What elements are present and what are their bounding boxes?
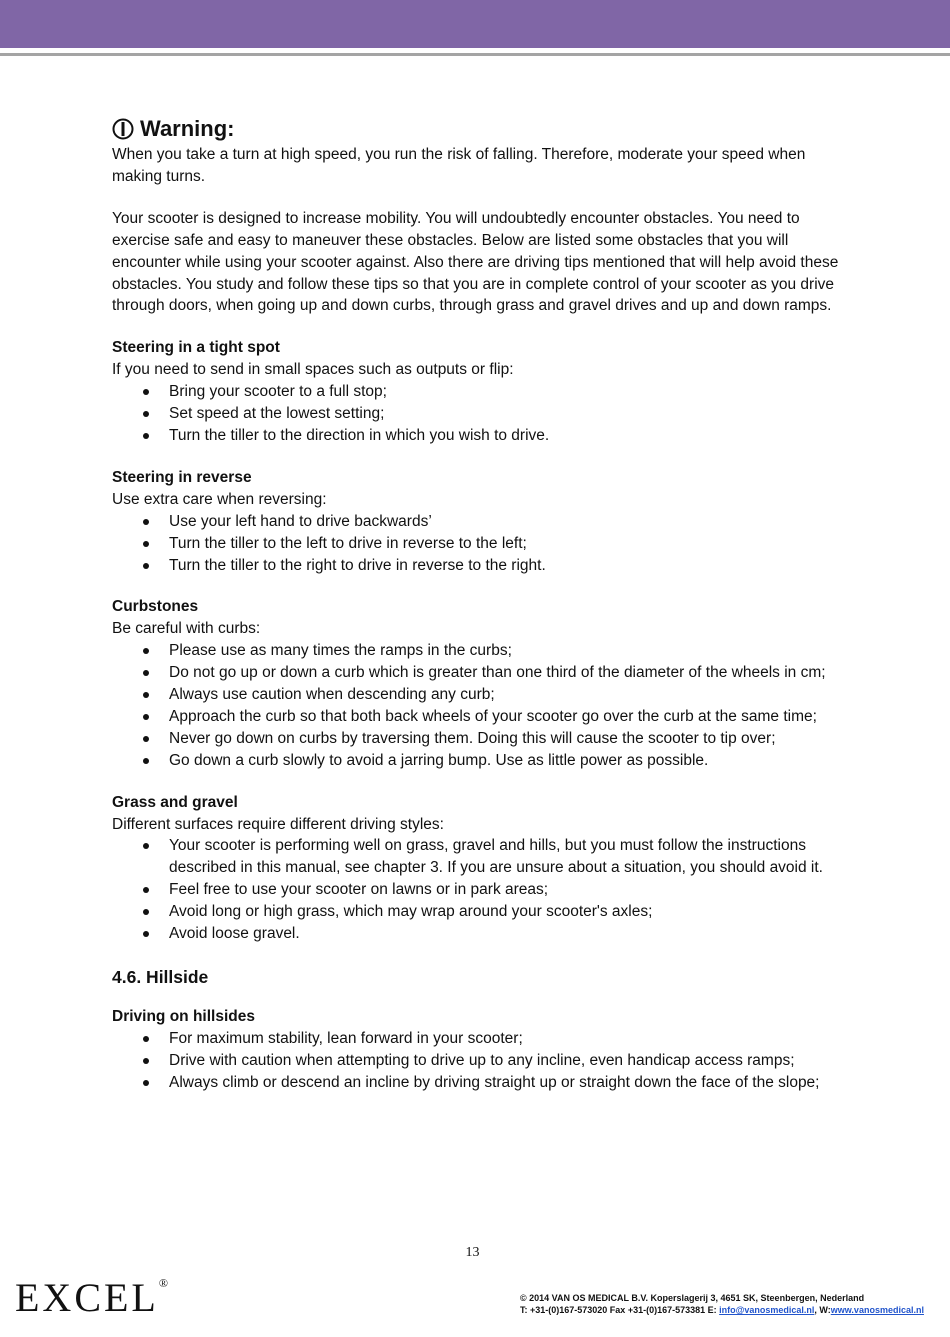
grass-lead: Different surfaces require different driving styles:	[112, 815, 444, 833]
tight-spot-heading: Steering in a tight spot	[112, 339, 280, 357]
list-item: Never go down on curbs by traversing them. Doing this will cause the scooter to tip over;	[112, 728, 842, 750]
list-item: Turn the tiller to the left to drive in reverse to the left;	[112, 533, 842, 555]
registered-mark: ®	[158, 1276, 168, 1290]
email-link[interactable]: info@vanosmedical.nl	[719, 1305, 815, 1315]
list-item: Drive with caution when attempting to drive up to any incline, even handicap access ramps;	[112, 1050, 842, 1072]
grass-heading: Grass and gravel	[112, 793, 238, 811]
list-item: Go down a curb slowly to avoid a jarring bump. Use as little power as possible.	[112, 750, 842, 772]
list-item: Turn the tiller to the right to drive in reverse to the right.	[112, 555, 842, 577]
list-item: Always climb or descend an incline by driving straight up or straight down the face of the slope;	[112, 1072, 842, 1094]
list-item: Avoid loose gravel.	[112, 923, 842, 945]
list-item: Your scooter is performing well on grass, gravel and hills, but you must follow the instructions described in this manual, see chapter 3. If you are unsure about a situation, you should avoid it.	[112, 835, 842, 879]
page-number: 13	[465, 1245, 480, 1260]
website-link[interactable]: www.vanosmedical.nl	[830, 1305, 924, 1315]
reverse-heading: Steering in reverse	[112, 468, 252, 486]
curbstones-list	[112, 640, 842, 771]
warning-text: When you take a turn at high speed, you run the risk of falling. Therefore, moderate your speed when making turns.	[112, 146, 806, 185]
list-item: Bring your scooter to a full stop;	[112, 381, 842, 403]
tight-spot-list	[112, 381, 842, 447]
list-item: Please use as many times the ramps in the curbs;	[112, 640, 842, 662]
reverse-lead: Use extra care when reversing:	[112, 490, 327, 508]
curbstones-lead: Be careful with curbs:	[112, 620, 261, 638]
list-item: Turn the tiller to the direction in which you wish to drive.	[112, 425, 842, 447]
section-title: 4.6. Hillside	[112, 967, 209, 987]
logo-text: EXCEL	[15, 1275, 159, 1320]
footer-contact	[520, 1292, 945, 1316]
grass-list	[112, 835, 842, 945]
footer-phone: T: +31-(0)167-573020 Fax +31-(0)167-573381 E:	[520, 1305, 720, 1315]
list-item: Use your left hand to drive backwards’	[112, 511, 842, 533]
list-item: Feel free to use your scooter on lawns or in park areas;	[112, 879, 842, 901]
excel-logo	[15, 1274, 168, 1321]
warning-title: Warning:	[140, 116, 235, 141]
list-item: Approach the curb so that both back wheels of your scooter go over the curb at the same time;	[112, 706, 842, 728]
list-item: Always use caution when descending any curb;	[112, 684, 842, 706]
footer-separator: , W:	[814, 1305, 831, 1315]
hillsides-heading: Driving on hillsides	[112, 1008, 255, 1025]
header-band	[0, 0, 950, 48]
footer-copyright: © 2014 VAN OS MEDICAL B.V. Koperslagerij 3, 4651 SK, Steenbergen, Nederland	[520, 1293, 865, 1303]
list-item: Set speed at the lowest setting;	[112, 403, 842, 425]
info-circle-icon	[112, 118, 134, 140]
footer-contact-line	[520, 1304, 945, 1316]
list-item: For maximum stability, lean forward in your scooter;	[112, 1028, 842, 1050]
intro-paragraph: Your scooter is designed to increase mobility. You will undoubtedly encounter obstacles. You need to exercise safe and easy to maneuver these obstacles. Below are listed some obstacles that you will encounter while using your scooter against. Also there are driving tips mentioned that will help avoid these obstacles. You study and follow these tips so that you are in complete control of your scooter as you drive through doors, when going up and down curbs, through grass and gravel drives and up and down ramps.	[112, 209, 839, 315]
warning-heading	[112, 114, 842, 144]
list-item: Avoid long or high grass, which may wrap around your scooter's axles;	[112, 901, 842, 923]
curbstones-heading: Curbstones	[112, 598, 199, 616]
hillsides-list	[112, 1028, 842, 1094]
header-rule	[0, 53, 950, 56]
list-item: Do not go up or down a curb which is greater than one third of the diameter of the wheels in cm;	[112, 662, 842, 684]
reverse-list	[112, 511, 842, 577]
tight-spot-lead: If you need to send in small spaces such as outputs or flip:	[112, 361, 514, 379]
page-content	[112, 114, 842, 1094]
